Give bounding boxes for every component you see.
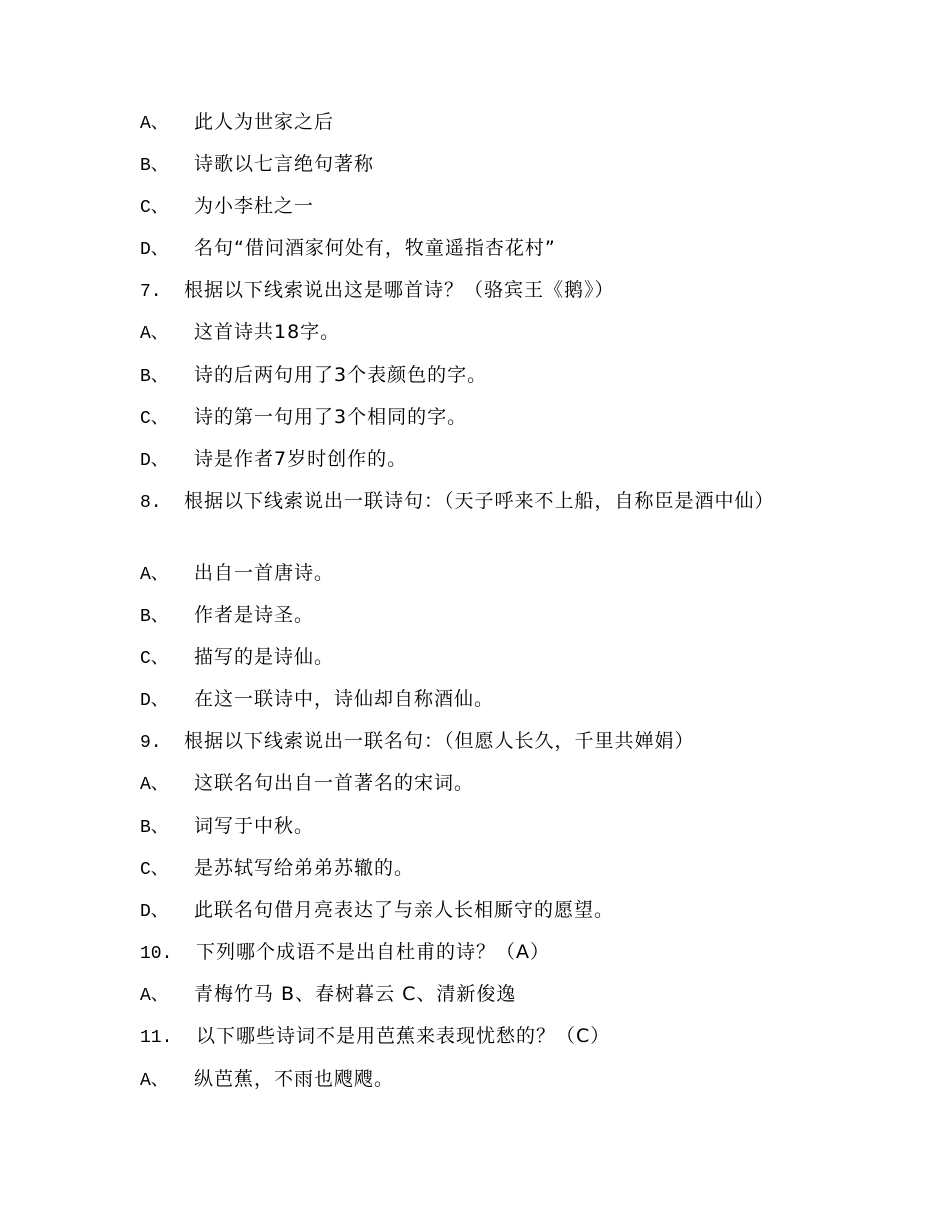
question-text: 根据以下线索说出一联诗句：（天子呼来不上船，自称臣是酒中仙） — [184, 490, 775, 512]
option-text: 这首诗共18字。 — [194, 321, 341, 343]
question-10 — [140, 941, 550, 965]
question-text: 根据以下线索说出一联名句：（但愿人长久，千里共婵娟） — [184, 730, 695, 752]
option-text: 在这一联诗中，诗仙却自称酒仙。 — [194, 688, 495, 710]
option-d — [140, 688, 494, 712]
option-label: C、 — [140, 409, 169, 429]
option-label: B、 — [140, 607, 169, 627]
question-9 — [140, 730, 695, 754]
option-a — [140, 1068, 394, 1092]
option-text: 诗歌以七言绝句著称 — [194, 153, 375, 175]
question-text: 以下哪些诗词不是用芭蕉来表现忧愁的？（C） — [196, 1025, 611, 1047]
question-7 — [140, 279, 615, 303]
option-text: 此人为世家之后 — [194, 111, 335, 133]
option-d — [140, 899, 614, 923]
option-label: A、 — [140, 986, 169, 1006]
option-label: C、 — [140, 860, 169, 880]
question-text: 根据以下线索说出这是哪首诗？（骆宾王《鹅》） — [184, 279, 615, 301]
option-a — [140, 772, 474, 796]
option-text: 是苏轼写给弟弟苏辙的。 — [194, 857, 415, 879]
option-a — [140, 111, 334, 135]
option-c — [140, 406, 467, 430]
option-text: 描写的是诗仙。 — [194, 646, 335, 668]
option-text: 为小李杜之一 — [194, 195, 315, 217]
option-b — [140, 364, 487, 388]
option-label: A、 — [140, 565, 169, 585]
option-a — [140, 983, 516, 1007]
option-text: 出自一首唐诗。 — [194, 562, 335, 584]
question-11 — [140, 1025, 610, 1049]
option-c — [140, 195, 314, 219]
option-text: 青梅竹马 B、春树暮云 C、清新俊逸 — [194, 983, 517, 1005]
option-b — [140, 604, 314, 628]
question-number: 11. — [140, 1028, 173, 1048]
option-label: D、 — [140, 902, 169, 922]
option-b — [140, 815, 314, 839]
question-number: 9. — [140, 733, 162, 753]
option-text: 诗是作者7岁时创作的。 — [194, 448, 408, 470]
question-number: 7. — [140, 282, 162, 302]
option-text: 诗的后两句用了3个表颜色的字。 — [194, 364, 488, 386]
option-c — [140, 857, 414, 881]
option-c — [140, 646, 334, 670]
option-label: B、 — [140, 818, 169, 838]
option-label: A、 — [140, 775, 169, 795]
question-text: 下列哪个成语不是出自杜甫的诗？（A） — [196, 941, 550, 963]
option-text: 纵芭蕉，不雨也飕飕。 — [194, 1068, 395, 1090]
question-number: 10. — [140, 944, 173, 964]
option-d — [140, 448, 407, 472]
option-label: D、 — [140, 451, 169, 471]
option-a — [140, 321, 340, 345]
option-label: B、 — [140, 367, 169, 387]
option-text: 此联名句借月亮表达了与亲人长相厮守的愿望。 — [194, 899, 615, 921]
option-label: A、 — [140, 1071, 169, 1091]
option-label: A、 — [140, 114, 169, 134]
option-b — [140, 153, 374, 177]
question-8 — [140, 488, 800, 517]
option-label: C、 — [140, 198, 169, 218]
option-text: 词写于中秋。 — [194, 815, 315, 837]
option-label: A、 — [140, 324, 169, 344]
option-a — [140, 562, 334, 586]
option-label: C、 — [140, 649, 169, 669]
option-text: 诗的第一句用了3个相同的字。 — [194, 406, 468, 428]
option-d — [140, 237, 556, 261]
option-text: 名句“借问酒家何处有，牧童遥指杏花村” — [194, 237, 556, 259]
option-label: B、 — [140, 156, 169, 176]
option-label: D、 — [140, 240, 169, 260]
question-number: 8. — [140, 493, 162, 513]
option-label: D、 — [140, 691, 169, 711]
option-text: 作者是诗圣。 — [194, 604, 315, 626]
option-text: 这联名句出自一首著名的宋词。 — [194, 772, 475, 794]
